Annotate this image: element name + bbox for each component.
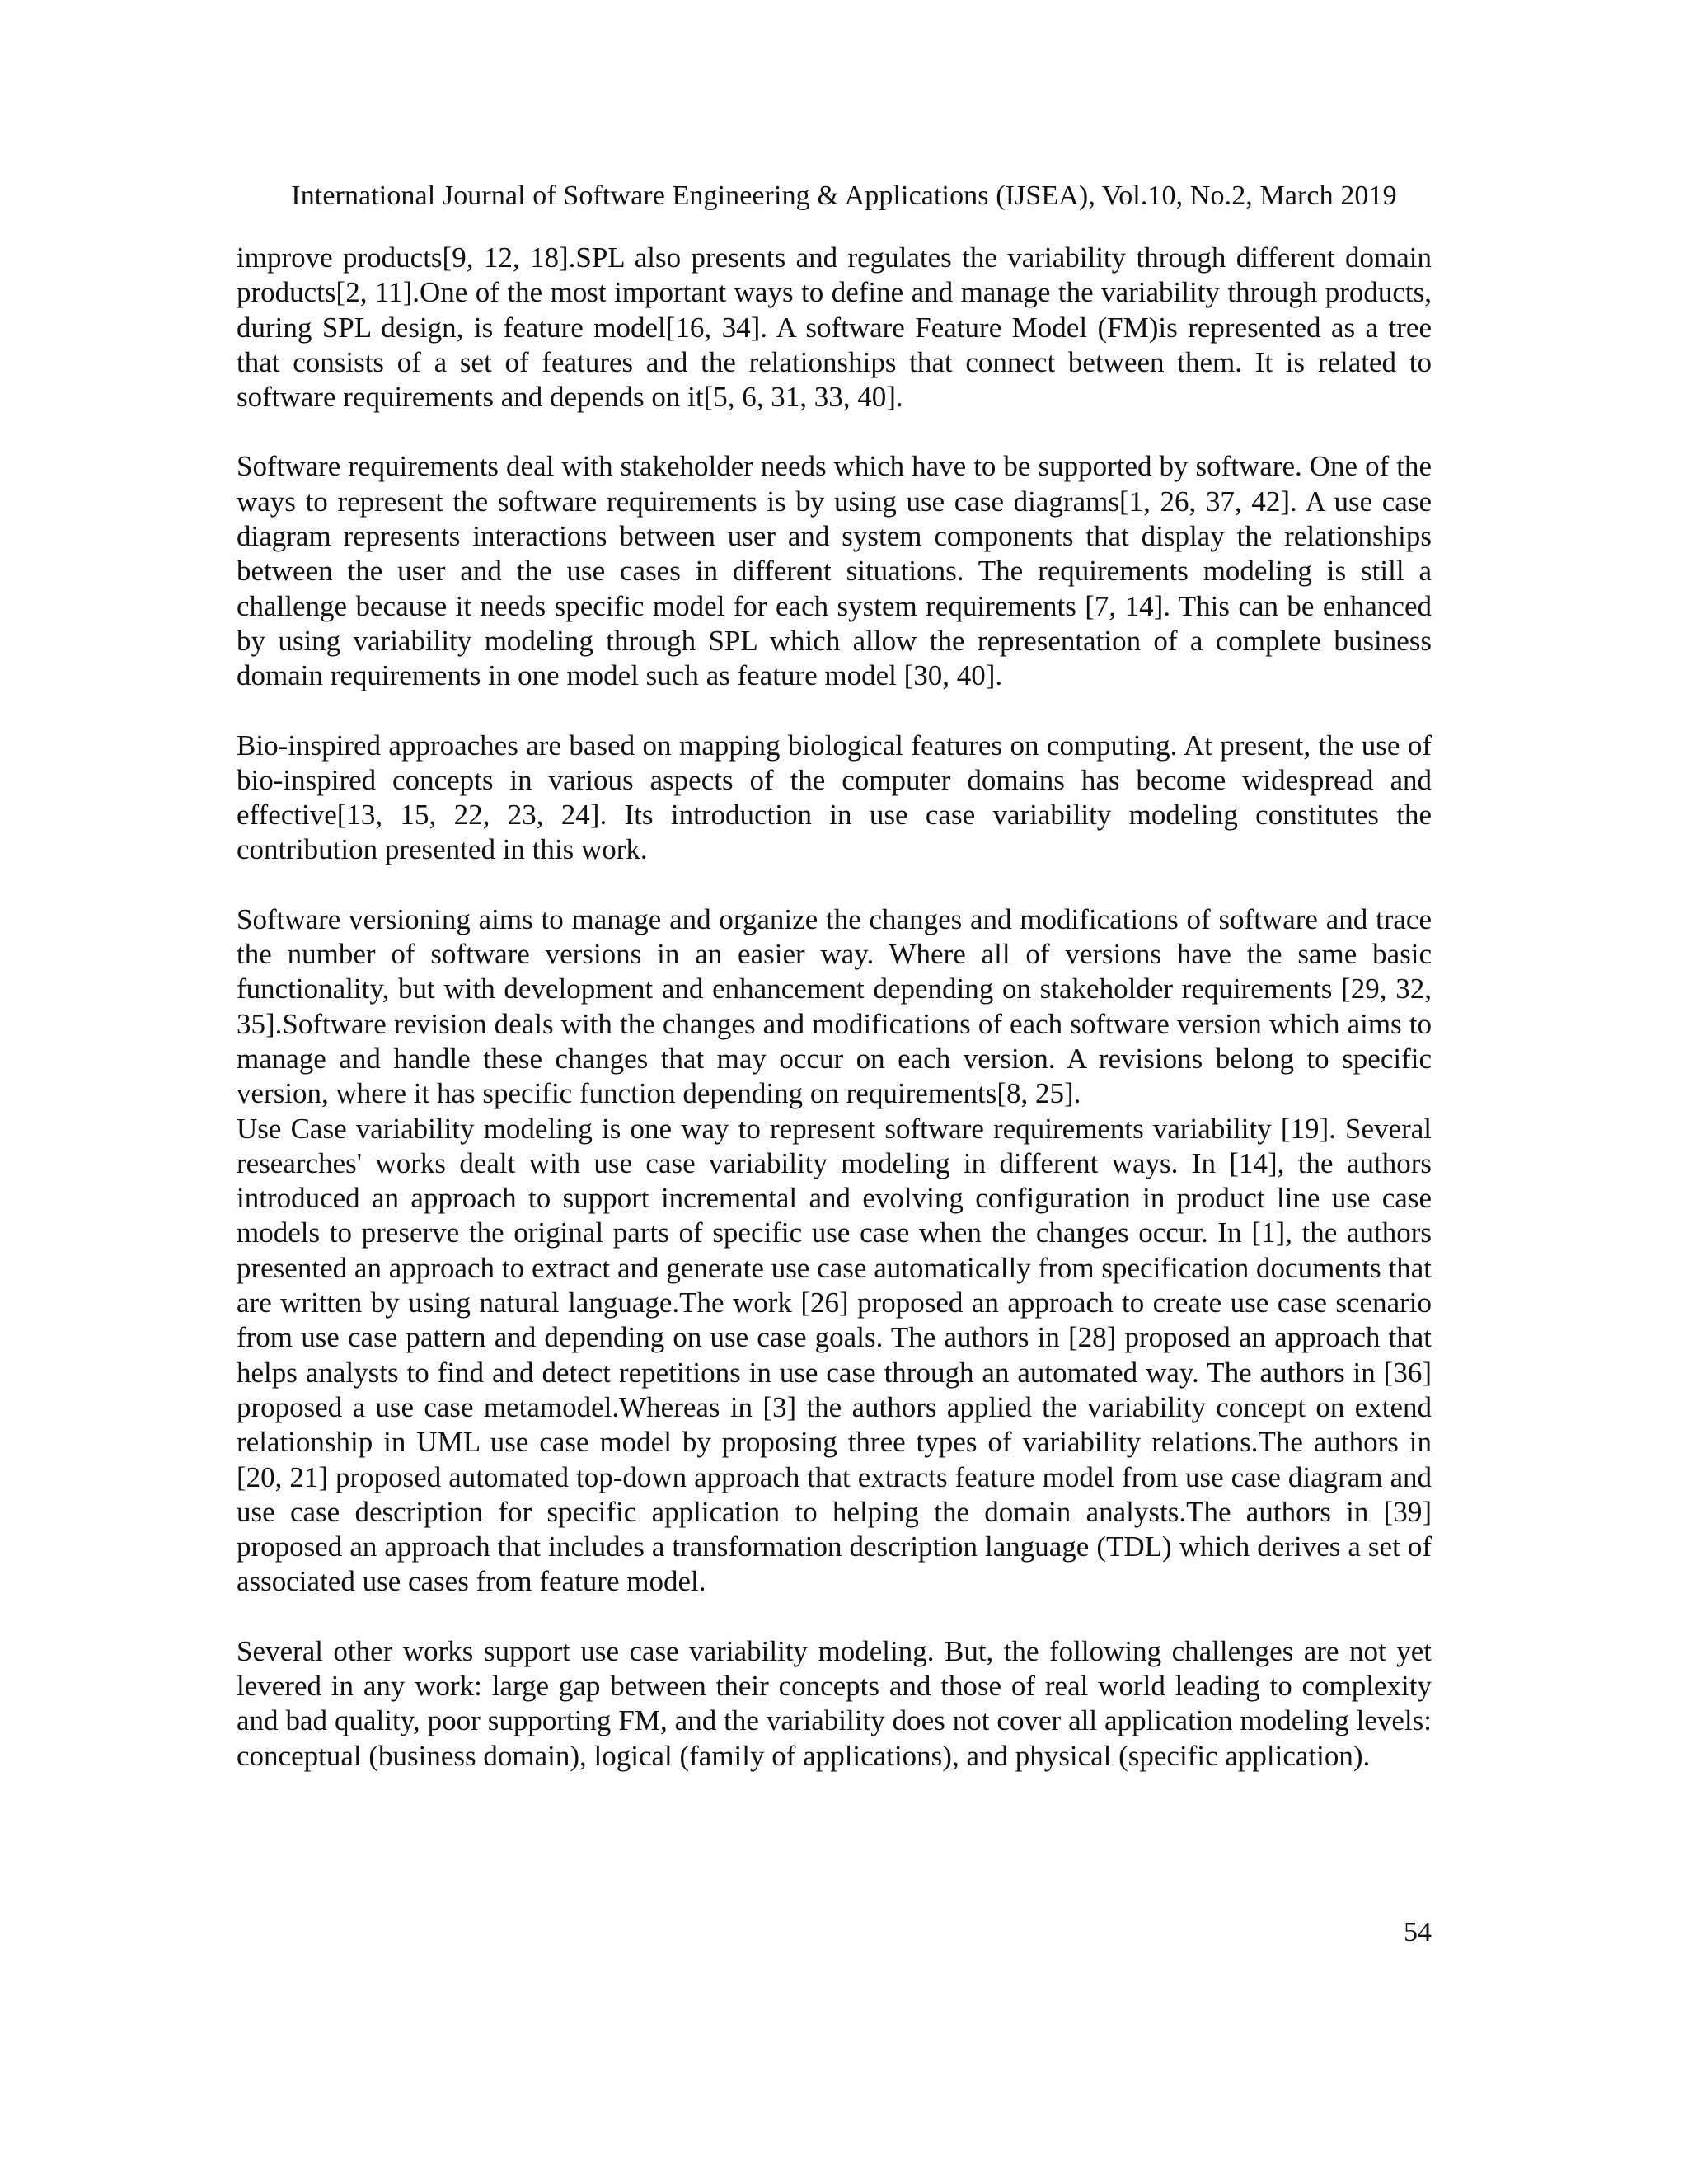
paragraph-bio-inspired: Bio-inspired approaches are based on mapping biological features on computing. At present, the use of bio-inspired concepts in various aspects of the computer domains has become widespread and effective[13, 15, 22, 23, 24]. Its introduction in use case variability modeling constitutes the contribution presented in this work. (237, 729, 1432, 866)
paragraph-software-versioning: Software versioning aims to manage and organize the changes and modifications of software and trace the number of software versions in an easier way. Where all of versions have the same basic functionality, but with development and enhancement depending on stakeholder requirements [29, 32, 35].Software revision deals with the changes and modifications of each software version which aims to manage and handle these changes that may occur on each version. A revisions belong to specific version, where it has specific function depending on requirements[8, 25]. (237, 902, 1432, 1110)
paragraph-use-case-variability: Use Case variability modeling is one way to represent software requirements variability [19]. Several researches' works dealt with use case variability modeling in different ways. In [14], the authors introduced an approach to support incremental and evolving configuration in product line use case models to preserve the original parts of specific use case when the changes occur. In [1], the authors presented an approach to extract and generate use case automatically from specification documents that are written by using natural language.The work [26] proposed an approach to create use case scenario from use case pattern and depending on use case goals. The authors in [28] proposed an approach that helps analysts to find and detect repetitions in use case through an automated way. The authors in [36] proposed a use case metamodel.Whereas in [3] the authors applied the variability concept on extend relationship in UML use case model by proposing three types of variability relations.The authors in [20, 21] proposed automated top-down approach that extracts feature model from use case diagram and use case description for specific application to helping the domain analysts.The authors in [39] proposed an approach that includes a transformation description language (TDL) which derives a set of associated use cases from feature model. (237, 1112, 1432, 1598)
body-text (237, 241, 1432, 1774)
paragraph-spl-feature-model: improve products[9, 12, 18].SPL also presents and regulates the variability through different domain products[2, 11].One of the most important ways to define and manage the variability through products, during SPL design, is feature model[16, 34]. A software Feature Model (FM)is represented as a tree that consists of a set of features and the relationships that connect between them. It is related to software requirements and depends on it[5, 6, 31, 33, 40]. (237, 241, 1432, 414)
page-number: 54 (1404, 1917, 1432, 1947)
running-header: International Journal of Software Engineering & Applications (IJSEA), Vol.10, No.2, March 2019 (291, 180, 1397, 211)
paragraph-challenges: Several other works support use case variability modeling. But, the following challenges are not yet levered in any work: large gap between their concepts and those of real world leading to complexity and bad quality, poor supporting FM, and the variability does not cover all application modeling levels: conceptual (business domain), logical (family of applications), and physical (specific application). (237, 1634, 1432, 1772)
paragraph-software-requirements: Software requirements deal with stakeholder needs which have to be supported by software. One of the ways to represent the software requirements is by using use case diagrams[1, 26, 37, 42]. A use case diagram represents interactions between user and system components that display the relationships between the user and the use cases in different situations. The requirements modeling is still a challenge because it needs specific model for each system requirements [7, 14]. This can be enhanced by using variability modeling through SPL which allow the representation of a complete business domain requirements in one model such as feature model [30, 40]. (237, 450, 1432, 692)
